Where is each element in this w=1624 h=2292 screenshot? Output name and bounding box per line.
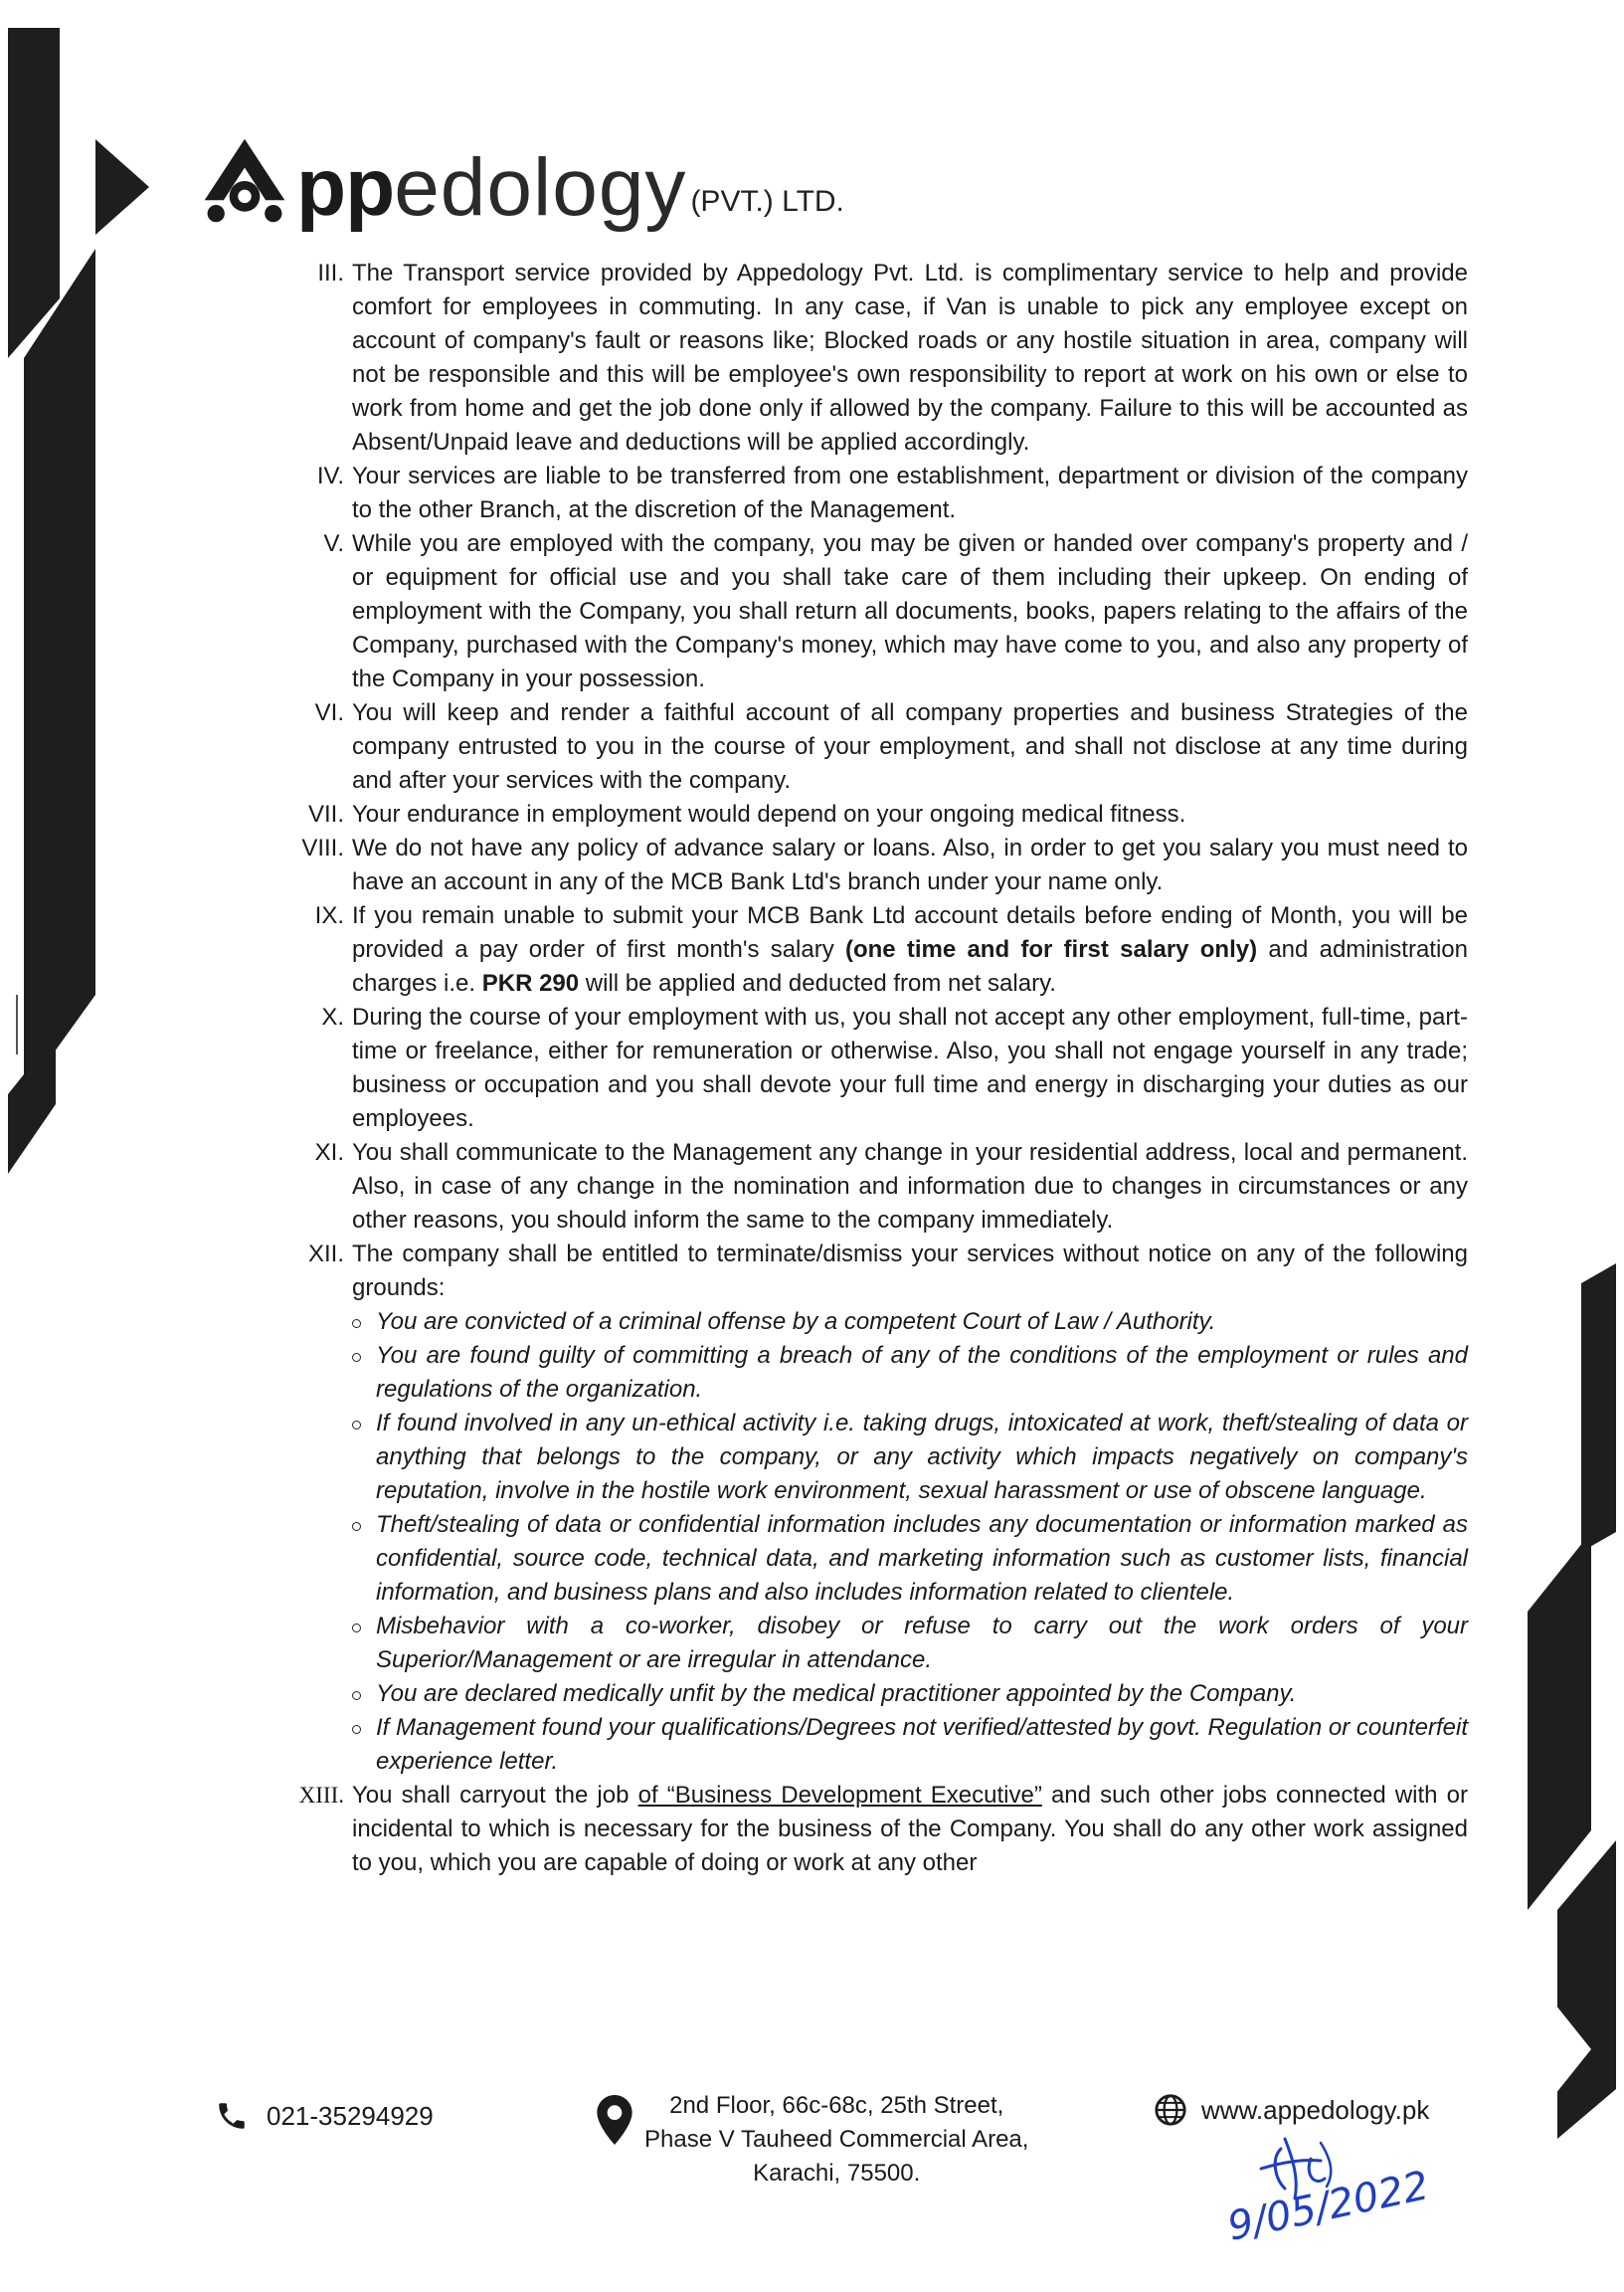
address-text	[644, 2089, 1028, 2191]
clause-xi	[288, 1136, 1468, 1238]
right-band-middle	[1528, 1532, 1591, 1910]
clause-bold-amount: PKR 290	[481, 970, 580, 997]
left-arrow-top	[95, 139, 149, 235]
clause-numeral: III.	[317, 260, 344, 286]
address-line-1: 2nd Floor, 66c-68c, 25th Street,	[669, 2092, 1004, 2119]
clause-text: You shall communicate to the Management any change in your residential address, local and permanent. Also, in case of any change in the nomination and information due to changes in circumstances or any other reasons, you should inform the same to the company immediately.	[352, 1139, 1468, 1234]
phone-number: 021-35294929	[267, 2100, 434, 2131]
clause-text: and administration charges i.e.	[352, 936, 1468, 997]
website-url: www.appedology.pk	[1201, 2094, 1430, 2125]
clause-xii	[288, 1238, 1468, 1305]
clause-xiii	[288, 1779, 1468, 1880]
clause-text: and such other jobs connected with or incidental to which is necessary for the business of the Company. You shall do any other work assigned to you, which you are capable of doing or work at any other	[352, 1782, 1468, 1876]
clause-bold-text: (one time and for first salary only)	[844, 936, 1258, 963]
list-item: Misbehavior with a co-worker, disobey or refuse to carry out the work orders of your Superior/Management or are irregular in attendance.	[352, 1610, 1468, 1677]
list-item: You are declared medically unfit by the medical practitioner appointed by the Company.	[352, 1677, 1468, 1711]
clause-numeral: VI.	[314, 699, 344, 726]
list-item: You are convicted of a criminal offense by a competent Court of Law / Authority.	[352, 1305, 1468, 1339]
clause-text: During the course of your employment with us, you shall not accept any other employment, full-time, part-time or freelance, either for remuneration or otherwise. Also, you shall not engage yourself in any trade; business or occupation and you shall devote your full time and energy in discharging your duties as our employees.	[352, 1004, 1468, 1132]
logo-rest: edology	[394, 142, 687, 233]
clause-v	[288, 527, 1468, 696]
clause-numeral: IV.	[316, 463, 344, 489]
right-arrow-lower	[1551, 2000, 1591, 2099]
clause-text: While you are employed with the company, you may be given or handed over company's property and / or equipment for official use and you shall take care of them including their upkeep. On ending of employment with the Company, you shall return all documents, books, papers relating to the affairs of the Company, purchased with the Company's money, which may have come to you, and also any property of the Company in your possession.	[352, 530, 1468, 692]
footer-phone	[215, 2099, 434, 2133]
clause-text: The company shall be entitled to terminate/dismiss your services without notice on any of the following grounds:	[352, 1241, 1468, 1301]
clause-numeral: V.	[323, 530, 344, 557]
clause-text: We do not have any policy of advance salary or loans. Also, in order to get you salary you must need to have an account in any of the MCB Bank Ltd's branch under your name only.	[352, 835, 1468, 895]
list-item: You are found guilty of committing a breach of any of the conditions of the employment or rules and regulations of the organization.	[352, 1339, 1468, 1407]
clause-viii	[288, 832, 1468, 899]
logo-pp: pp	[296, 142, 395, 233]
termination-grounds	[288, 1305, 1468, 1779]
clause-text: Your endurance in employment would depend on your ongoing medical fitness.	[352, 801, 1186, 828]
logo-wordmark	[296, 142, 687, 233]
clause-x	[288, 1001, 1468, 1136]
clause-text: The Transport service provided by Appedology Pvt. Ltd. is complimentary service to help and provide comfort for employees in commuting. In any case, if Van is unable to pick any employee except on account of company's fault or reasons like; Blocked roads or any hostile situation in area, company will not be responsible and this will be employee's own responsibility to report at work on his own or else to work from home and get the job done only if allowed by the company. Failure to this will be accounted as Absent/Unpaid leave and deductions will be applied accordingly.	[352, 260, 1468, 456]
right-band-upper	[1581, 1263, 1616, 1552]
left-band-upper	[24, 249, 95, 1094]
clause-numeral: XIII.	[298, 1783, 344, 1808]
logo-suffix: (PVT.) LTD.	[690, 185, 844, 218]
list-item: If Management found your qualifications/Degrees not verified/attested by govt. Regulation or counterfeit experience letter.	[352, 1711, 1468, 1779]
clause-text: If you remain unable to submit your MCB Bank Ltd account details before ending of Month, you will be provided a pay order of first month's salary	[352, 902, 1468, 963]
clause-numeral: VII.	[307, 801, 344, 828]
left-band-top	[8, 28, 60, 358]
globe-icon	[1154, 2093, 1187, 2127]
clause-vii	[288, 798, 1468, 832]
clause-text: will be applied and deducted from net salary.	[579, 970, 1056, 997]
clause-numeral: IX.	[314, 902, 344, 929]
clause-vi	[288, 696, 1468, 798]
clause-ix	[288, 899, 1468, 1001]
contract-clauses	[288, 257, 1468, 1880]
clause-numeral: XII.	[307, 1241, 344, 1267]
clause-numeral: XI.	[314, 1139, 344, 1166]
clause-text: You will keep and render a faithful account of all company properties and business Strategies of the company entrusted to you in the course of your employment, and shall not disclose at any time during and after your services with the company.	[352, 699, 1468, 794]
left-band-lower	[8, 1035, 56, 1174]
clause-numeral: VIII.	[301, 835, 344, 861]
location-pin-icon	[597, 2095, 632, 2145]
clause-text: Your services are liable to be transferred from one establishment, department or division of the company to the other Branch, at the discretion of the Management.	[352, 463, 1468, 523]
clause-numeral: X.	[321, 1004, 344, 1031]
logo-mark-icon	[197, 133, 292, 229]
list-item: Theft/stealing of data or confidential information includes any documentation or information marked as confidential, source code, technical data, and marketing information such as customer lists, financial information, and business plans and also includes information related to clientele.	[352, 1508, 1468, 1610]
phone-icon	[215, 2099, 249, 2133]
clause-iii	[288, 257, 1468, 460]
clause-iv	[288, 460, 1468, 527]
signature-date: 9/05/2022	[1223, 2163, 1433, 2250]
company-logo	[197, 119, 844, 233]
job-title-underlined: of “Business Development Executive”	[637, 1782, 1042, 1809]
left-margin-line	[16, 995, 18, 1054]
footer-address	[597, 2089, 1028, 2191]
handwritten-signature	[1221, 2129, 1460, 2258]
clause-text: You shall carryout the job	[352, 1782, 638, 1809]
address-line-2: Phase V Tauheed Commercial Area,	[644, 2126, 1029, 2153]
address-line-3: Karachi, 75500.	[753, 2160, 921, 2187]
list-item: If found involved in any un-ethical activity i.e. taking drugs, intoxicated at work, theft/stealing of data or anything that belongs to the company, or any activity which impacts negatively on company's reputation, involve in the hostile work environment, sexual harassment or use of obscene language.	[352, 1407, 1468, 1508]
footer-website	[1154, 2093, 1429, 2127]
